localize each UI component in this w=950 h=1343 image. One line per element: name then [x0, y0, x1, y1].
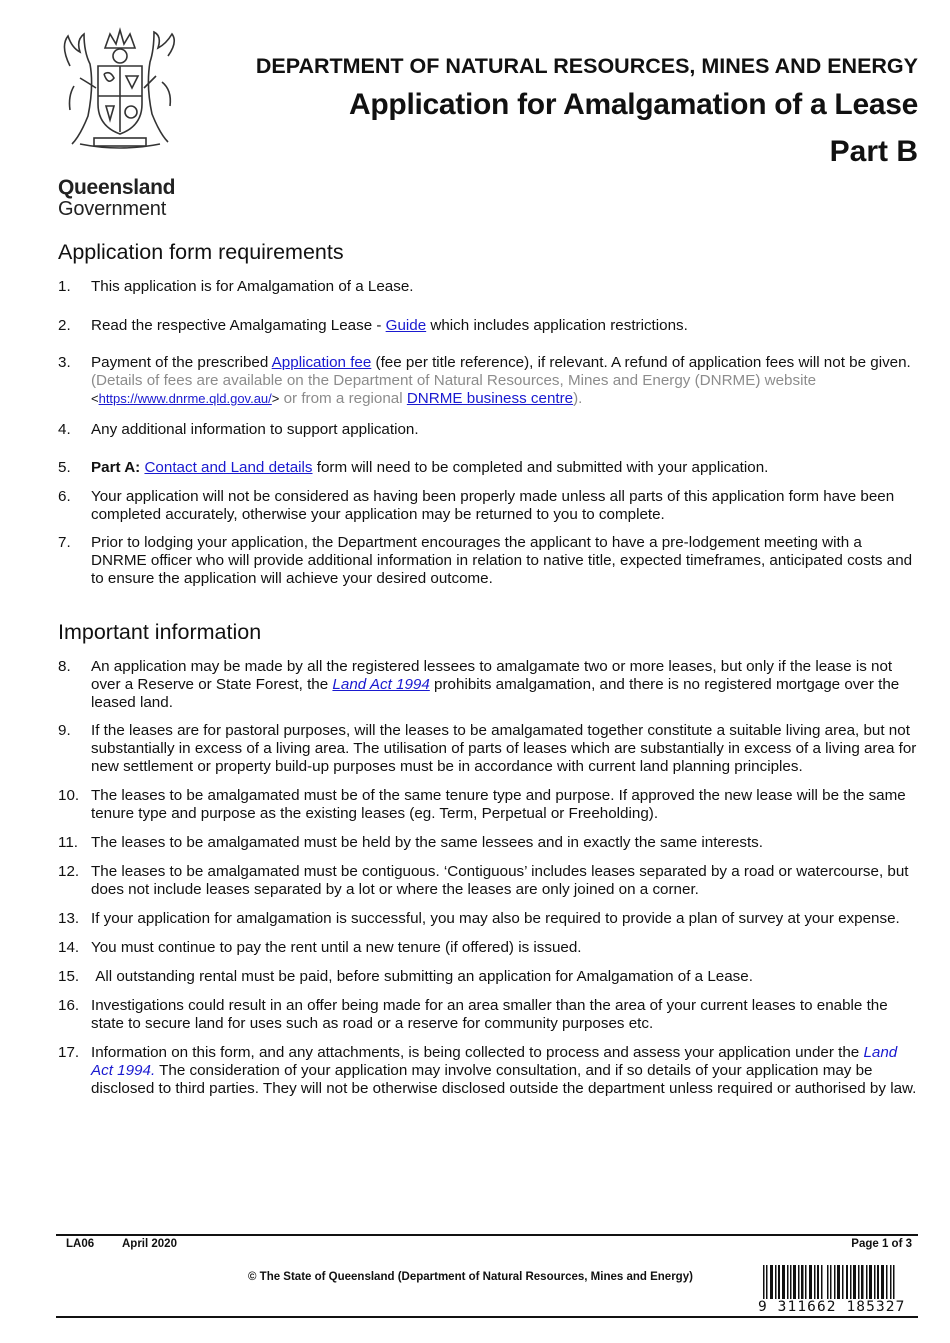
business-centre-link[interactable]: DNRME business centre [406, 390, 574, 407]
item-text: The consideration of your application may involve consultation, and if so details of your application may be disclosed to third parties. They will not be otherwise disclosed outside the department unless required or authorised by law. [91, 1062, 917, 1097]
queensland-government-logo [50, 26, 188, 220]
fee-details-note: ). [573, 390, 583, 407]
item-number: 14. [58, 939, 80, 956]
item-text: form will need to be completed and submitted with your application. [312, 459, 769, 476]
item-number: 10. [58, 787, 80, 804]
item-text: Your application will not be considered as having been properly made unless all parts of this application form have been completed accurately, otherwise your application may be returned to you to complete. [91, 488, 895, 523]
item-text: Prior to lodging your application, the Department encourages the applicant to have a pre-lodgement meeting with a DNRME officer who will provide additional information in relation to native title, expected timeframes, anticipated costs and to ensure the application will achieve your desired outcome. [91, 534, 913, 587]
list-item [58, 910, 918, 928]
list-item [58, 834, 918, 852]
list-item [58, 534, 918, 588]
coat-of-arms-icon [50, 26, 188, 176]
item-text: The leases to be amalgamated must be contiguous. ‘Contiguous’ includes leases separated by a road or watercourse, but does not include leases separated by a lot or where the leases are only joined on a corner. [91, 863, 909, 898]
list-item [58, 488, 918, 524]
item-number: 2. [58, 317, 71, 334]
list-item [58, 863, 918, 899]
form-date: April 2020 [122, 1238, 177, 1250]
item-text: Read the respective Amalgamating Lease - [91, 317, 386, 334]
item-text: (fee per title reference), if relevant. A refund of application fees will not be given. [371, 354, 911, 371]
bottom-divider [56, 1316, 918, 1318]
list-item [58, 658, 918, 712]
item-number: 16. [58, 997, 80, 1014]
dnrme-website-link[interactable]: https://www.dnrme.qld.gov.au/ [98, 391, 272, 406]
list-item [58, 278, 918, 296]
page-number: Page 1 of 3 [851, 1238, 912, 1250]
footer-divider [56, 1234, 918, 1236]
list-item [58, 722, 918, 776]
logo-text-government: Government [58, 198, 167, 220]
barcode-number: 9 311662 185327 [758, 1299, 906, 1315]
item-text: Payment of the prescribed [91, 354, 272, 371]
department-name: DEPARTMENT OF NATURAL RESOURCES, MINES AND ENERGY [255, 54, 918, 78]
item-number: 9. [58, 722, 71, 739]
requirements-heading: Application form requirements [58, 240, 344, 264]
item-text: This application is for Amalgamation of a Lease. [91, 278, 414, 295]
item-text: Any additional information to support application. [91, 421, 419, 438]
item-number: 12. [58, 863, 80, 880]
list-item [58, 997, 918, 1033]
part-a-label: Part A: [91, 459, 141, 476]
land-act-link[interactable]: Land Act 1994 [332, 676, 430, 693]
list-item [58, 317, 918, 335]
item-number: 7. [58, 534, 71, 551]
item-text: The leases to be amalgamated must be held by the same lessees and in exactly the same interests. [91, 834, 763, 851]
list-item [58, 421, 918, 439]
form-part: Part B [829, 135, 918, 168]
fee-details-note: (Details of fees are available on the Department of Natural Resources, Mines and Energy (DNRME) website [91, 372, 817, 389]
item-text: Information on this form, and any attachments, is being collected to process and assess your application under the [91, 1044, 864, 1061]
item-number: 4. [58, 421, 71, 438]
item-text: The leases to be amalgamated must be of the same tenure type and purpose. If approved the new lease will be the same tenure type and purpose as the existing leases (eg. Term, Perpetual or Freeholding). [91, 787, 906, 822]
form-code: LA06 [66, 1238, 95, 1250]
item-number: 5. [58, 459, 71, 476]
item-number: 8. [58, 658, 71, 675]
list-item [58, 939, 918, 957]
item-text: Investigations could result in an offer being made for an area smaller than the area of your current leases to enable the state to secure land for uses such as road or a reserve for community purposes etc. [91, 997, 888, 1032]
item-number: 13. [58, 910, 80, 927]
list-item [58, 354, 918, 408]
list-item [58, 968, 918, 986]
item-text: prohibits amalgamation, and there is no registered mortgage over the leased land. [91, 676, 900, 711]
item-number: 11. [58, 834, 78, 851]
land-act-reference: Land Act 1994. [91, 1044, 898, 1079]
requirements-list [58, 278, 918, 588]
item-number: 3. [58, 354, 71, 371]
application-fee-link[interactable]: Application fee [271, 354, 372, 371]
form-title: Application for Amalgamation of a Lease [349, 88, 918, 121]
item-number: 15. [58, 968, 80, 985]
fee-details-note: or from a regional [279, 390, 407, 407]
logo-text-queensland: Queensland [58, 176, 176, 199]
item-text: If your application for amalgamation is successful, you may also be required to provide a plan of survey at your expense. [91, 910, 900, 927]
item-text: All outstanding rental must be paid, before submitting an application for Amalgamation of a Lease. [91, 968, 753, 985]
item-text: You must continue to pay the rent until a new tenure (if offered) is issued. [91, 939, 582, 956]
guide-link[interactable]: Guide [385, 317, 427, 334]
item-text: An application may be made by all the registered lessees to amalgamate two or more leases, but only if the lease is not over a Reserve or State Forest, the [91, 658, 893, 693]
item-text: If the leases are for pastoral purposes, will the leases to be amalgamated together constitute a suitable living area, but not substantially in excess of a living area. The utilisation of parts of leases which are substantially in excess of a living area for new settlement or property build-up purposes must be in accordance with current land planning principles. [91, 722, 917, 775]
item-number: 1. [58, 278, 71, 295]
item-number: 6. [58, 488, 71, 505]
important-list [58, 658, 918, 1098]
copyright-notice: © The State of Queensland (Department of Natural Resources, Mines and Energy) [248, 1271, 693, 1283]
list-item [58, 459, 918, 477]
item-number: 17. [58, 1044, 80, 1061]
url-bracket: > [271, 391, 280, 406]
list-item [58, 1044, 918, 1098]
list-item [58, 787, 918, 823]
important-heading: Important information [58, 620, 262, 644]
contact-land-details-link[interactable]: Contact and Land details [144, 459, 313, 476]
item-text: which includes application restrictions. [426, 317, 688, 334]
url-bracket: < [91, 391, 99, 406]
